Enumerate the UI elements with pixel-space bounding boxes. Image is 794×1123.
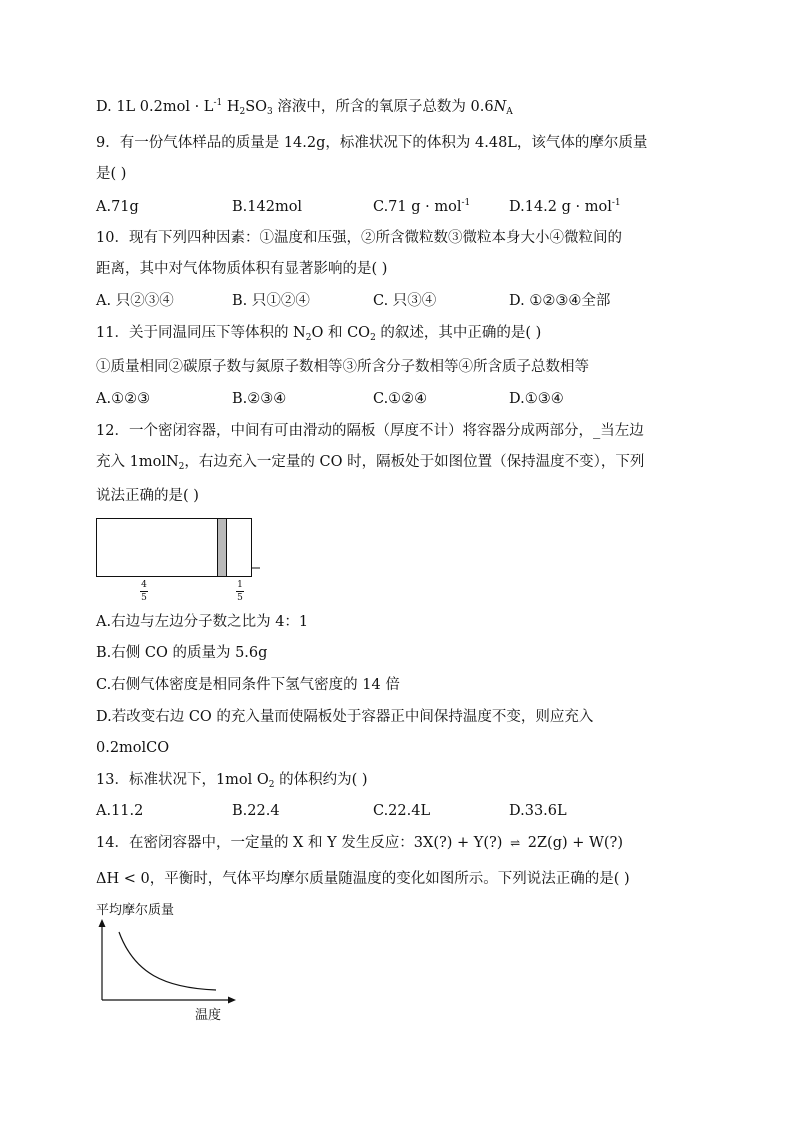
q9-option-d[interactable]: D.14.2 g · mol$^{-1}$	[509, 198, 621, 215]
q11-option-a[interactable]: A.①②③	[96, 391, 151, 407]
sliding-partition	[218, 519, 227, 577]
q13-option-a[interactable]: A.11.2	[96, 803, 144, 819]
frac-left-denominator: 5	[141, 593, 147, 603]
molar-mass-curve	[119, 932, 216, 990]
q14-stem-line2: ΔH < 0，平衡时，气体平均摩尔质量随温度的变化如图所示。下列说法正确的是( )	[96, 871, 630, 887]
q11-option-d[interactable]: D.①③④	[509, 391, 564, 407]
q12-option-d-cont: 0.2molCO	[96, 740, 170, 756]
q11-stem-line2: ①质量相同②碳原子数与氮原子数相等③所含分子数相等④所含质子总数相等	[96, 359, 589, 375]
graph-y-label: 平均摩尔质量	[96, 903, 175, 918]
q12-stem-line1: 12．一个密闭容器，中间有可由滑动的隔板（厚度不计）将容器分成两部分，_当左边	[96, 423, 644, 439]
q10-stem-line1: 10．现有下列四种因素：①温度和压强，②所含微粒数③微粒本身大小④微粒间的	[96, 230, 622, 246]
frac-left-numerator: 4	[141, 580, 147, 590]
q8-option-d: D. 1L $0.2mol \cdot L^{-1}$ $H_2SO_3$ 溶液中，所含的氧原子总数为 $0.6N_A$	[96, 98, 513, 117]
frac-left-bar	[140, 591, 148, 592]
q12-option-c[interactable]: C.右侧气体密度是相同条件下氢气密度的 14 倍	[96, 677, 400, 693]
q10-option-b[interactable]: B. 只①②④	[232, 293, 310, 309]
q10-option-c[interactable]: C. 只③④	[373, 293, 437, 309]
q9-option-b[interactable]: B.142mol	[232, 199, 303, 215]
q9-option-c[interactable]: C.71 g · mol$^{-1}$	[373, 198, 471, 215]
q11-option-c[interactable]: C.①②④	[373, 391, 428, 407]
y-axis-arrow-icon	[99, 919, 106, 927]
container-diagram	[90, 512, 270, 582]
q12-option-a[interactable]: A.右边与左边分子数之比为 4：1	[96, 614, 309, 630]
q13-option-d[interactable]: D.33.6L	[509, 803, 567, 819]
q12-stem-line2: 充入 1molN$_2$，右边充入一定量的 CO 时，隔板处于如图位置（保持温度不变），下列	[96, 454, 645, 472]
q14-stem-line1: 14．在密闭容器中，一定量的 X 和 Y 发生反应：3X(?) + Y(?) ⇌ 2Z(g) + W(?)	[96, 835, 623, 851]
q13-option-c[interactable]: C.22.4L	[373, 803, 431, 819]
graph-x-label: 温度	[195, 1008, 222, 1023]
q12-option-b[interactable]: B.右侧 CO 的质量为 5.6g	[96, 645, 268, 661]
q10-stem-line2: 距离，其中对气体物质体积有显著影响的是( )	[96, 261, 388, 277]
q10-option-d[interactable]: D. ①②③④全部	[509, 293, 611, 309]
q13-stem: 13．标准状况下，1mol $O_2$ 的体积约为( )	[96, 772, 368, 790]
frac-right-denominator: 5	[237, 593, 243, 603]
q11-option-b[interactable]: B.②③④	[232, 391, 287, 407]
x-axis-arrow-icon	[228, 997, 236, 1004]
q12-option-d[interactable]: D.若改变右边 CO 的充入量而使隔板处于容器正中间保持温度不变，则应充入	[96, 709, 594, 725]
q11-stem-line1: 11．关于同温同压下等体积的 $N_2O$ 和 $CO_2$ 的叙述，其中正确的是( )	[96, 325, 542, 343]
frac-right-numerator: 1	[237, 580, 243, 590]
equilibrium-arrow-icon: ⇌	[510, 836, 521, 850]
q10-option-a[interactable]: A. 只②③④	[96, 293, 174, 309]
q9-option-a[interactable]: A.71g	[96, 199, 139, 215]
frac-right-bar	[236, 591, 244, 592]
q9-stem-line2: 是( )	[96, 166, 127, 182]
q9-stem-line1: 9．有一份气体样品的质量是 14.2g，标准状况下的体积为 4.48L，该气体的摩尔质量	[96, 135, 648, 151]
container-box	[97, 519, 252, 577]
q13-option-b[interactable]: B.22.4	[232, 803, 280, 819]
molar-mass-temperature-graph	[94, 918, 244, 1008]
q12-stem-line3: 说法正确的是( )	[96, 488, 199, 504]
